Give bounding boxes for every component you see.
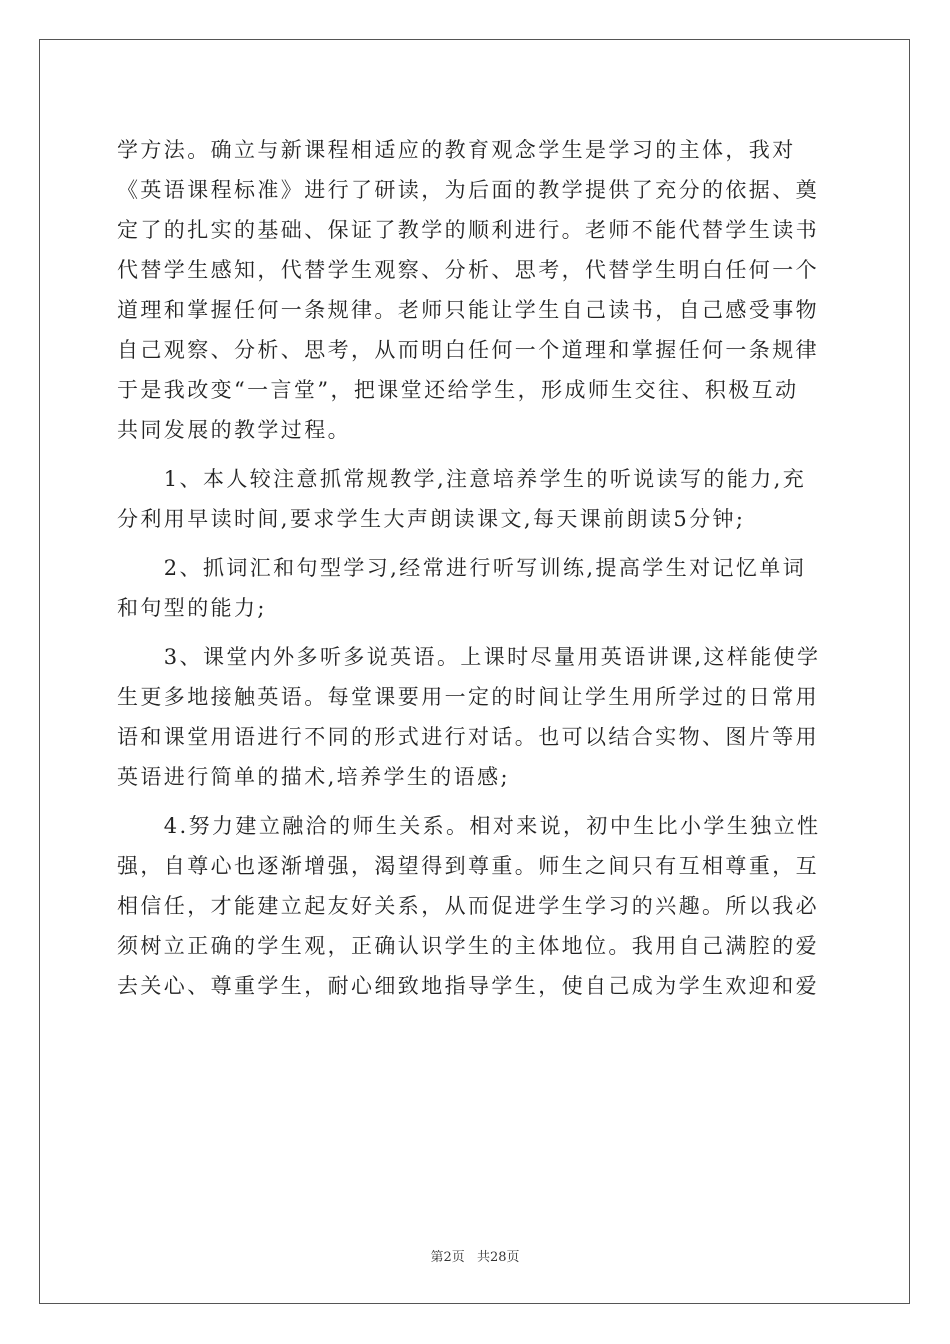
text-line: 学方法。确立与新课程相适应的教育观念学生是学习的主体，我对 bbox=[117, 138, 796, 162]
text-line: 4.努力建立融洽的师生关系。相对来说，初中生比小学生独立性 bbox=[117, 814, 821, 838]
text-line: 1、本人较注意抓常规教学,注意培养学生的听说读写的能力,充 bbox=[117, 467, 807, 491]
text-line: 分利用早读时间,要求学生大声朗读课文,每天课前朗读5分钟; bbox=[117, 507, 746, 531]
text-line: 语和课堂用语进行不同的形式进行对话。也可以结合实物、图片等用 bbox=[117, 725, 819, 749]
total-pages: 共28页 bbox=[476, 1250, 520, 1265]
text-line: 共同发展的教学过程。 bbox=[117, 418, 351, 442]
text-line: 和句型的能力; bbox=[117, 596, 267, 620]
text-line: 英语进行简单的描术,培养学生的语感; bbox=[117, 765, 510, 789]
text-line: 相信任，才能建立起友好关系，从而促进学生学习的兴趣。所以我必 bbox=[117, 894, 819, 918]
text-line: 强，自尊心也逐渐增强，渴望得到尊重。师生之间只有互相尊重，互 bbox=[117, 854, 819, 878]
text-line: 2、抓词汇和句型学习,经常进行听写训练,提高学生对记忆单词 bbox=[117, 556, 807, 580]
text-line: 于是我改变“一言堂”，把课堂还给学生，形成师生交往、积极互动 bbox=[117, 378, 799, 402]
text-line: 3、课堂内外多听多说英语。上课时尽量用英语讲课,这样能使学 bbox=[117, 645, 821, 669]
paragraph-item-2 bbox=[117, 548, 833, 628]
page-number: 第2页 bbox=[430, 1250, 465, 1265]
page-footer bbox=[0, 1246, 950, 1265]
paragraph-item-1 bbox=[117, 459, 833, 539]
text-line: 去关心、尊重学生，耐心细致地指导学生，使自己成为学生欢迎和爱 bbox=[117, 974, 819, 998]
text-line: 代替学生感知，代替学生观察、分析、思考，代替学生明白任何一个 bbox=[117, 258, 819, 282]
document-body bbox=[117, 130, 833, 1006]
text-line: 《英语课程标准》进行了研读，为后面的教学提供了充分的依据、奠 bbox=[117, 178, 819, 202]
text-line: 须树立正确的学生观，正确认识学生的主体地位。我用自己满腔的爱 bbox=[117, 934, 819, 958]
paragraph-item-3 bbox=[117, 637, 833, 797]
text-line: 定了的扎实的基础、保证了教学的顺利进行。老师不能代替学生读书 bbox=[117, 218, 819, 242]
paragraph-intro bbox=[117, 130, 833, 450]
text-line: 自己观察、分析、思考，从而明白任何一个道理和掌握任何一条规律 bbox=[117, 338, 819, 362]
text-line: 道理和掌握任何一条规律。老师只能让学生自己读书，自己感受事物 bbox=[117, 298, 819, 322]
paragraph-item-4 bbox=[117, 806, 833, 1006]
text-line: 生更多地接触英语。每堂课要用一定的时间让学生用所学过的日常用 bbox=[117, 685, 819, 709]
